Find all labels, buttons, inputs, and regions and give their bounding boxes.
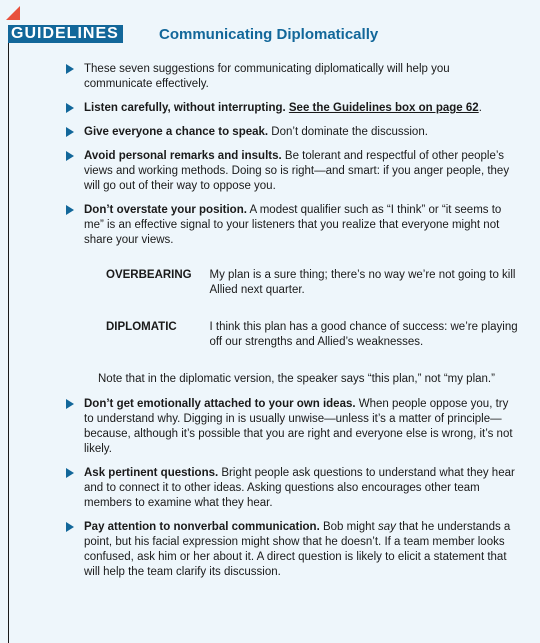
list-item (66, 62, 518, 92)
list-item (66, 397, 518, 457)
corner-triangle-icon (6, 6, 20, 20)
guidelines-list (66, 62, 518, 589)
bullet-triangle-icon (66, 64, 74, 74)
bullet-triangle-icon (66, 522, 74, 532)
list-item (66, 101, 518, 116)
item-text: Don’t dominate the discussion. (268, 126, 428, 138)
bullet-triangle-icon (66, 151, 74, 161)
left-rule (8, 28, 9, 643)
item-text: These seven suggestions for communicating diplomatically will help you communicate effectively. (84, 63, 450, 90)
example-label: DIPLOMATIC (106, 321, 177, 333)
item-lead: Avoid personal remarks and insults. (84, 150, 282, 162)
item-text: Be tolerant and respectful of other people’s views and working methods. Doing so is right—and smart: if you anger people, they will go out of their way to oppose you. (84, 150, 510, 192)
example-note: Note that in the diplomatic version, the speaker says “this plan,” not “my plan.” (98, 373, 495, 385)
list-item (66, 203, 518, 248)
item-text: Bob might (319, 521, 378, 533)
guidelines-box-link[interactable]: See the Guidelines box on page 62 (288, 102, 479, 114)
bullet-triangle-icon (66, 127, 74, 137)
item-lead: Give everyone a chance to speak. (84, 126, 269, 138)
box-title: Communicating Diplomatically (159, 26, 379, 43)
example-row (84, 268, 518, 298)
item-lead: Don’t get emotionally attached to your own ideas. (84, 398, 356, 410)
bullet-triangle-icon (66, 103, 74, 113)
example-text: I think this plan has a good chance of success: we’re playing off our strengths and Allied’s weaknesses. (209, 321, 518, 348)
example-text: My plan is a sure thing; there’s no way we’re not going to kill Allied next quarter. (209, 269, 516, 296)
example-label: OVERBEARING (106, 269, 192, 281)
example-block (66, 268, 518, 350)
item-lead: Pay attention to nonverbal communication. (84, 521, 320, 533)
item-lead: Don’t overstate your position. (84, 204, 247, 216)
list-item (66, 125, 518, 140)
item-text: Bright people ask questions to understand what they hear and to connect it to other ideas. Asking questions also encourages other team members to examine what they hear. (84, 467, 515, 509)
item-text: When people oppose you, try to understand why. Digging in is usually unwise—unless it’s a matter of principle—because, although it’s possible that you are right and everyone else is wrong, it’s not likely. (84, 398, 513, 455)
example-row (84, 320, 518, 350)
item-text: that he understands a point, but his facial expression might show that he doesn’t. If a team member looks confused, ask him or her about it. A direct question is likely to elicit a statement that will help the team clarify its discussion. (84, 521, 511, 578)
item-text: A modest qualifier such as “I think” or “it seems to me” is an effective signal to your listeners that you realize that everyone might not share your views. (84, 204, 502, 246)
list-item (66, 466, 518, 511)
list-item (66, 149, 518, 194)
item-tail: . (478, 102, 482, 114)
item-emphasis: say (377, 521, 396, 533)
guidelines-tag: GUIDELINES (8, 25, 123, 43)
bullet-triangle-icon (66, 468, 74, 478)
bullet-triangle-icon (66, 205, 74, 215)
item-lead: Listen carefully, without interrupting. (84, 102, 286, 114)
list-item (66, 520, 518, 580)
item-lead: Ask pertinent questions. (84, 467, 219, 479)
bullet-triangle-icon (66, 399, 74, 409)
